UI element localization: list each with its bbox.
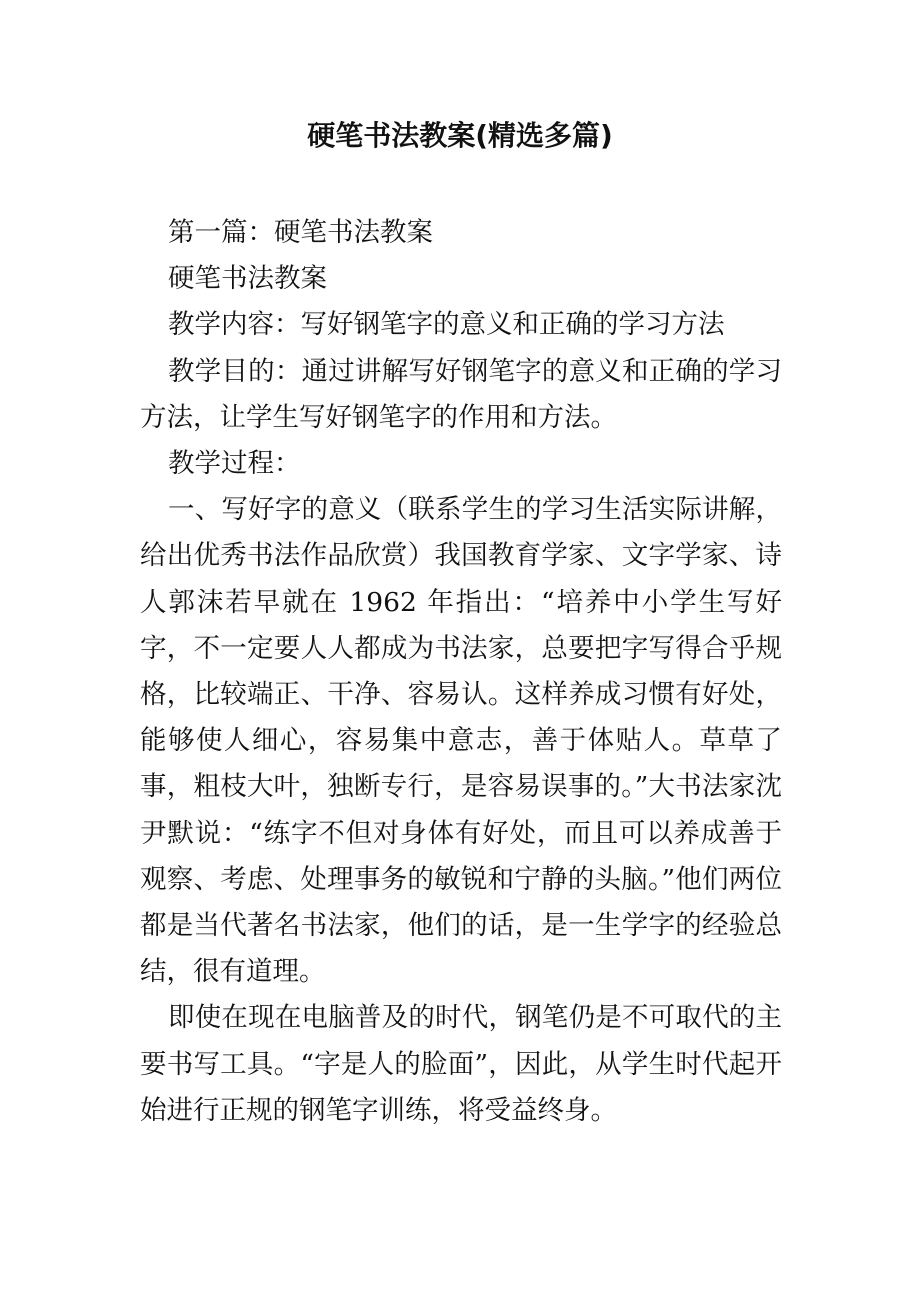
teaching-objective: 教学目的：通过讲解写好钢笔字的意义和正确的学习方法，让学生写好钢笔字的作用和方法。: [140, 355, 782, 433]
teaching-content: 教学内容：写好钢笔字的意义和正确的学习方法: [168, 309, 725, 341]
section-heading: 第一篇：硬笔书法教案: [168, 217, 433, 248]
teaching-process-heading: 教学过程：: [168, 448, 301, 480]
document-body: [140, 210, 782, 1134]
document-title: 硬笔书法教案(精选多篇): [307, 119, 613, 152]
body-paragraph: 即使在现在电脑普及的时代，钢笔仍是不可取代的主要书写工具。“字是人的脸面”，因此，从学生时代起开始进行正规的钢笔字训练，将受益终身。: [140, 1002, 782, 1126]
body-paragraph: 一、写好字的意义（联系学生的学习生活实际讲解，给出优秀书法作品欣赏）我国教育学家、文字学家、诗人郭沫若早就在 1962 年指出：“培养中小学生写好字，不一定要人人都成为书法家，总要把字写得合乎规格，比较端正、干净、容易认。这样养成习惯有好处，能够使人细心，容易集中意志，善于体贴人。草草了事，粗枝大叶，独断专行，是容易误事的。”大书法家沈尹默说：“练字不但对身体有好处，而且可以养成善于观察、考虑、处理事务的敏锐和宁静的头脑。”他们两位都是当代著名书法家，他们的话，是一生学字的经验总结，很有道理。: [140, 494, 782, 988]
lesson-title: 硬笔书法教案: [168, 263, 327, 295]
